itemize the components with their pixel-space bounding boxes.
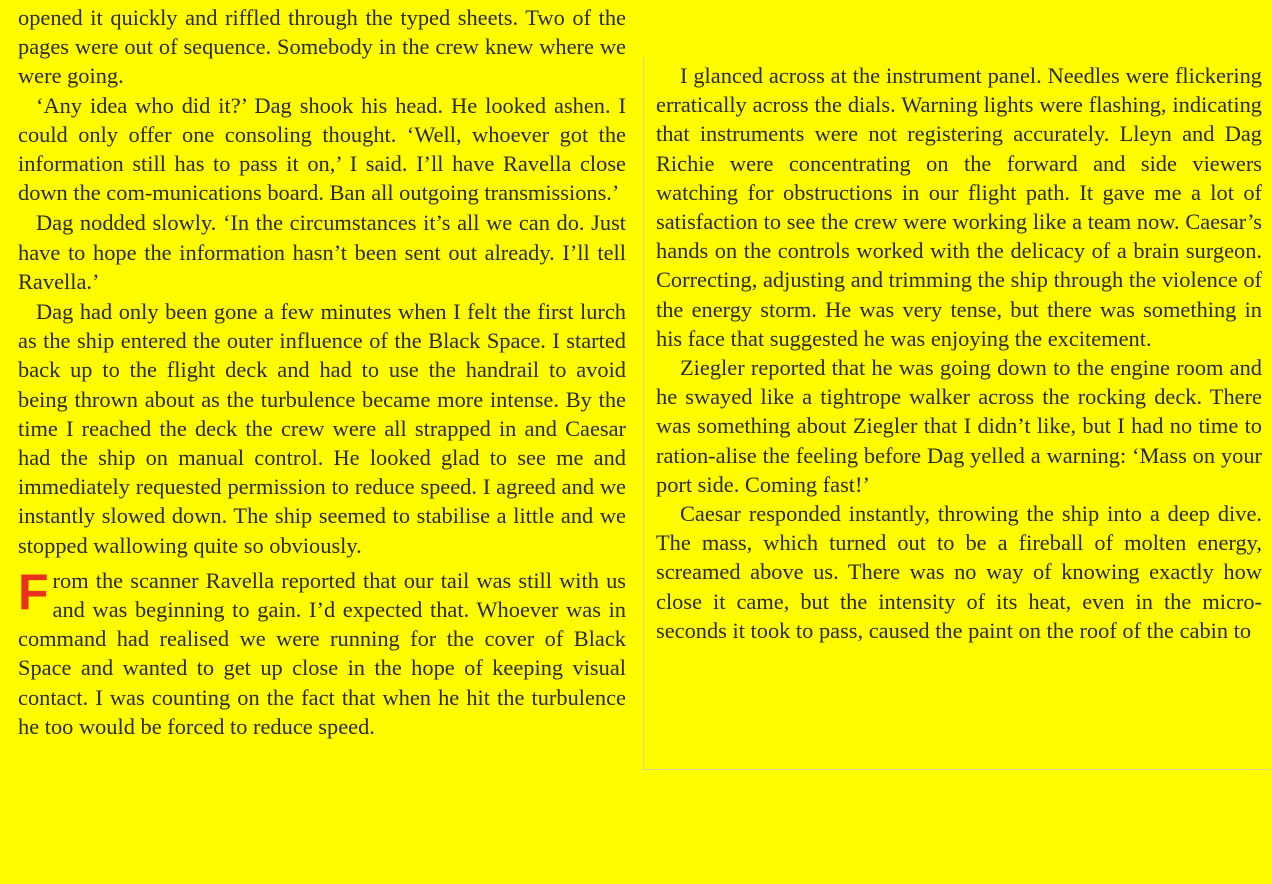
left-paragraph-1: opened it quickly and riffled through the typed sheets. Two of the pages were out of sequence. Somebody in the crew knew where we were going. <box>18 5 626 89</box>
left-paragraph-5-text: rom the scanner Ravella reported that our tail was still with us and was beginning to gain. I’d expected that. Whoever was in command had realised we were running for the cover of Black Space and wanted to get up close in the hope of keeping visual contact. I was counting on the fact that when he hit the turbulence he too would be forced to reduce speed. <box>18 567 626 739</box>
left-text-column <box>18 3 626 741</box>
right-paragraph-1: I glanced across at the instrument panel. Needles were flickering erratically across the dials. Warning lights were flashing, indicating that instruments were not registering accurately. Lleyn and Dag Richie were concentrating on the forward and side viewers watching for obstructions in our flight path. It gave me a lot of satisfaction to see the crew were working like a team now. Caesar’s hands on the controls worked with the delicacy of a brain surgeon. Correcting, adjusting and trimming the ship through the violence of the energy storm. He was very tense, but there was something in his face that suggested he was enjoying the excitement. <box>656 63 1262 351</box>
left-paragraph-4: Dag had only been gone a few minutes when I felt the first lurch as the ship entered the outer influence of the Black Space. I started back up to the flight deck and had to use the handrail to avoid being thrown about as the turbulence became more intense. By the time I reached the deck the crew were all strapped in and Caesar had the ship on manual control. He looked glad to see me and immediately requested permission to reduce speed. I agreed and we instantly slowed down. The ship seemed to stabilise a little and we stopped wallowing quite so obviously. <box>18 299 626 558</box>
left-paragraph-2: ‘Any idea who did it?’ Dag shook his head. He looked ashen. I could only offer one consoling thought. ‘Well, whoever got the information still has to pass it on,’ I said. I’ll have Ravella close down the com-munications board. Ban all outgoing transmissions.’ <box>18 92 626 206</box>
right-paragraph-2: Ziegler reported that he was going down to the engine room and he swayed like a tightrope walker across the rocking deck. There was something about Ziegler that I didn’t like, but I had no time to ration-alise the feeling before Dag yelled a warning: ‘Mass on your port side. Coming fast!’ <box>656 355 1262 497</box>
right-text-column <box>643 58 1271 770</box>
left-paragraph-3: Dag nodded slowly. ‘In the circumstances it’s all we can do. Just have to hope the information hasn’t been sent out already. I’ll tell Ravella.’ <box>18 210 626 294</box>
left-paragraph-5 <box>18 563 626 741</box>
drop-cap-letter: F <box>18 563 49 620</box>
right-paragraph-3: Caesar responded instantly, throwing the ship into a deep dive. The mass, which turned out to be a fireball of molten energy, screamed above us. There was no way of knowing exactly how close it came, but the intensity of its heat, even in the micro-seconds it took to pass, caused the paint on the roof of the cabin to <box>656 501 1262 643</box>
